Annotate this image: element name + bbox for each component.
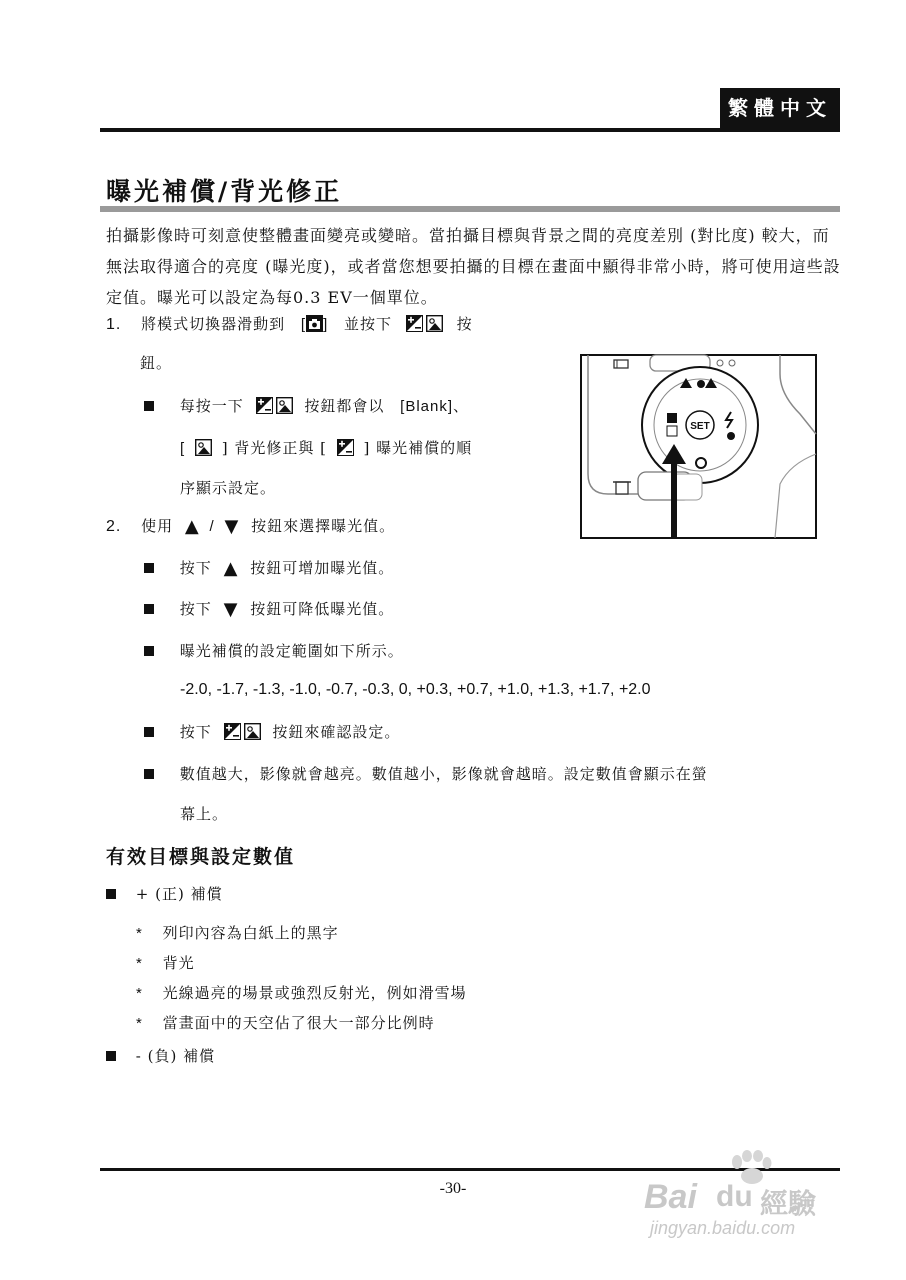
step-1-line: 1. 將模式切換器滑動到 [ ] 並按下 按	[106, 315, 473, 333]
baidu-watermark: Bai du 經驗 jingyan.baidu.com	[640, 1150, 850, 1240]
bullet-square	[144, 401, 154, 411]
header-rule	[100, 128, 840, 132]
set-button-label: SET	[690, 421, 710, 432]
backlight-icon	[426, 315, 443, 332]
step-1-text: 將模式切換器滑動到	[141, 315, 286, 333]
plus-list-item: * 光線過亮的場景或強烈反射光，例如滑雪場	[136, 984, 467, 1002]
plus-list-item: * 當畫面中的天空佔了很大一部分比例時	[136, 1014, 435, 1032]
step-2-number: 2.	[106, 518, 122, 535]
minus-compensation-heading: - (負) 補償	[106, 1045, 215, 1066]
bullet-square	[144, 604, 154, 614]
camera-mode-icon	[306, 315, 323, 332]
page-number: -30-	[439, 1180, 467, 1197]
down-arrow-icon: ▼	[224, 516, 240, 537]
confirm-bullet: 按下 按鈕來確認設定。	[144, 721, 400, 742]
paw-logo-icon	[728, 1150, 772, 1184]
subsection-title: 有效目標與設定數值	[106, 846, 296, 868]
bullet-square	[144, 646, 154, 656]
decrease-bullet: 按下 ▼ 按鈕可降低曝光值。	[144, 598, 394, 620]
step-1-bullet-line-3: 序顯示設定。	[180, 479, 277, 497]
step-2-line: 2. 使用 ▲ / ▼ 按鈕來選擇曝光值。	[106, 516, 396, 537]
exposure-compensation-icon	[224, 723, 241, 740]
intro-paragraph: 拍攝影像時可刻意使整體畫面變亮或變暗。當拍攝目標與背景之間的亮度差別 (對比度) 較大，而無法取得適合的亮度 (曝光度)，或者當您想要拍攝的目標在畫面中顯得非常小時，將可使用這些設定值。曝光可以設定為每0.3 EV一個單位。	[106, 226, 841, 307]
exposure-compensation-icon	[256, 397, 273, 414]
bullet-square	[144, 727, 154, 737]
step-1-bullet-line-1: 每按一下 按鈕都會以 [Blank]、	[144, 395, 469, 416]
section-title-rule	[100, 206, 840, 212]
exposure-compensation-icon	[406, 315, 423, 332]
bullet-square	[144, 769, 154, 779]
language-badge: 繁體中文	[720, 88, 840, 128]
up-arrow-icon: ▲	[223, 558, 239, 579]
backlight-icon	[244, 723, 261, 740]
step-1-number: 1.	[106, 316, 122, 333]
down-arrow-icon: ▼	[223, 599, 239, 620]
note-bullet-line-2: 幕上。	[180, 805, 229, 823]
backlight-icon	[195, 439, 212, 456]
note-bullet-line-1: 數值越大，影像就會越亮。數值越小，影像就會越暗。設定數值會顯示在螢	[144, 763, 708, 784]
bullet-square	[106, 889, 116, 899]
up-arrow-icon: ▲	[184, 516, 200, 537]
camera-back-panel	[580, 354, 817, 539]
bullet-square	[144, 563, 154, 573]
exposure-compensation-icon	[337, 439, 354, 456]
step-1-bullet-line-2: [ ] 背光修正與 [ ] 曝光補償的順	[180, 439, 473, 457]
plus-compensation-heading: + (正) 補償	[106, 883, 223, 904]
range-bullet: 曝光補償的設定範圍如下所示。	[144, 640, 404, 661]
plus-list-item: * 列印內容為白紙上的黑字	[136, 924, 339, 942]
exposure-range-values: -2.0, -1.7, -1.3, -1.0, -0.7, -0.3, 0, +0.3, +0.7, +1.0, +1.3, +1.7, +2.0	[180, 681, 651, 698]
increase-bullet: 按下 ▲ 按鈕可增加曝光值。	[144, 557, 394, 579]
bullet-square	[106, 1051, 116, 1061]
backlight-icon	[276, 397, 293, 414]
section-title: 曝光補償/背光修正	[106, 177, 343, 206]
step-1-continuation: 鈕。	[140, 354, 173, 372]
camera-buttons-illustration	[580, 354, 817, 539]
plus-list-item: * 背光	[136, 954, 195, 972]
